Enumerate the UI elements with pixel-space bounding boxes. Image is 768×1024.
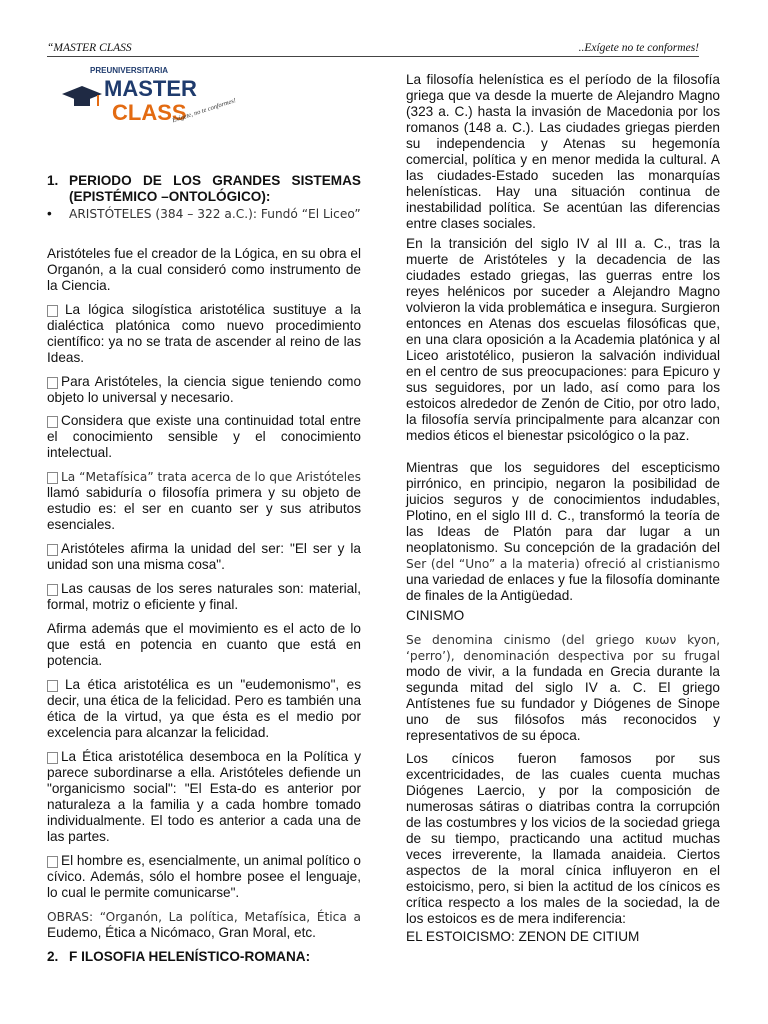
- paragraph-transicion: En la transición del siglo IV al III a. C., tras la muerte de Aristóteles y la decadencia de las ciudades estado griegas, las guerras entre los reyes helénicos por suceder a Alejandro Magno volvieron la vida problemática e insegura. Surgieron entonces en Atenas dos escuelas filosóficas que, en una clara oposición a la Academia platónica y al Liceo aristotélico, pusieron la salvación individual en el centro de sus preocupaciones: para Epicuro y sus seguidores, por un lado, así como para los estoicos alrededor de Zenón de Citio, por otro lado, la filosofía servía principalmente para alcanzar con medios éticos el bienestar psicológico o la paz.: [406, 236, 720, 443]
- paragraph-silogistica-text: La lógica silogística aristotélica sustituye a la dialéctica platónica como nuevo procedimiento científico: ya no se trata de ascender al reino de las Ideas.: [47, 302, 361, 365]
- checkbox-glyph-icon: [47, 472, 58, 484]
- heading-estoicismo: EL ESTOICISMO: ZENON DE CITIUM: [406, 929, 640, 944]
- bullet-mark: •: [47, 206, 52, 221]
- header-left: “MASTER CLASS: [47, 42, 132, 54]
- paragraph-cinismo-a: Se denomina cinismo (del griego κυων kyon, ‘perro’), denominación despectiva por su frugal: [406, 633, 720, 663]
- checkbox-glyph-icon: [47, 416, 58, 428]
- paragraph-obras: [47, 909, 361, 941]
- paragraph-metafisica-b: llamó sabiduría o filosofía primera y su objeto de estudio es: el ser en cuanto ser y sus atributos esenciales.: [47, 485, 361, 532]
- paragraph-unidad: [47, 541, 361, 573]
- section1-number: 1.: [47, 173, 59, 188]
- paragraph-logica: Aristóteles fue el creador de la Lógica, en su obra el Organón, a la cual consideró como instrumento de la Ciencia.: [47, 246, 361, 293]
- header-right: ..Exígete no te conformes!: [578, 42, 699, 54]
- master-class-logo: [60, 62, 237, 134]
- paragraph-causas-text: Las causas de los seres naturales son: material, formal, motriz o eficiente y final.: [47, 581, 361, 612]
- paragraph-cinismo-b: modo de vivir, a la fundada en Grecia durante la segunda mitad del siglo IV a. C. El griego Antístenes fue su fundador y Diógenes de Sinope uno de sus filósofos más reconocidos y representativos de su época.: [406, 664, 720, 743]
- logo-slogan: Exígete, no te conformes!: [171, 97, 237, 125]
- paragraph-escepticismo-c: una variedad de enlaces y fue la filosofía dominante de finales de la Antigüedad.: [406, 572, 720, 603]
- paragraph-politica-text: La Ética aristotélica desemboca en la Política y parece subordinarse a ella. Aristóteles defiende un "organicismo social": "El Esta-do es anterior por naturaleza a la familia y a cada hombre tomado individualmente. El todo es anterior a cada una de las partes.: [47, 749, 361, 844]
- paragraph-movimiento: Afirma además que el movimiento es el acto de lo que está en potencia en cuanto que está en potencia.: [47, 621, 361, 668]
- paragraph-hombre: [47, 853, 361, 901]
- paragraph-cinismo: [406, 632, 720, 744]
- logo-line2: CLASS: [112, 100, 187, 125]
- paragraph-continuidad-text: Considera que existe una continuidad total entre el conocimiento sensible y el conocimiento intelectual.: [47, 413, 361, 460]
- checkbox-glyph-icon: [47, 305, 58, 317]
- paragraph-causas: [47, 581, 361, 613]
- checkbox-glyph-icon: [47, 377, 58, 389]
- page-header: [47, 40, 699, 57]
- logo-line1: MASTER: [104, 76, 197, 101]
- checkbox-glyph-icon: [47, 752, 58, 764]
- heading-cinismo: CINISMO: [406, 608, 465, 623]
- paragraph-continuidad: [47, 413, 361, 461]
- paragraph-etica-text: La ética aristotélica es un "eudemonismo", es decir, una ética de la felicidad. Pero es también una ética de la virtud, ya que ésta es el medio por excelencia para alcanzar la felicidad.: [47, 677, 361, 740]
- section2-number: 2.: [47, 949, 59, 964]
- paragraph-helenistica: La filosofía helenística es el período de la filosofía griega que va desde la muerte de Alejandro Magno (323 a. C.) hasta la invasión de Macedonia por los romanos (148 a. C.). Las ciudades griegas pierden su independencia y Atenas su hegemonía comercial, política y en menor medida la cultural. A las ciudades-Estado suceden las monarquías helenísticas. Hay una situación continua de inestabilidad política. Se acentúan las diferencias entre clases sociales.: [406, 72, 720, 231]
- checkbox-glyph-icon: [47, 544, 58, 556]
- checkbox-glyph-icon: [47, 856, 58, 868]
- paragraph-silogistica: [47, 302, 361, 366]
- paragraph-ciencia-text: Para Aristóteles, la ciencia sigue teniendo como objeto lo universal y necesario.: [47, 374, 361, 405]
- section1-title: PERIODO DE LOS GRANDES SISTEMAS (EPISTÉMICO –ONTOLÓGICO):: [69, 173, 361, 204]
- paragraph-escepticismo-a: Mientras que los seguidores del escepticismo pirrónico, en principio, negaron la posibilidad de juicios seguros y de conocimientos indudables, Plotino, en el siglo III d. C., transformó la teoría de las Ideas de Platón para dar lugar a un neoplatonismo. Su concepción de la gradación del: [406, 460, 720, 555]
- paragraph-escepticismo-b: Ser (del “Uno” a la materia) ofreció al cristianismo: [406, 557, 720, 571]
- checkbox-glyph-icon: [47, 584, 58, 596]
- aristoteles-bullet: ARISTÓTELES (384 – 322 a.C.): Fundó “El Liceo”: [69, 207, 361, 221]
- logo-top-text: PREUNIVERSITARIA: [90, 66, 169, 75]
- paragraph-etica: [47, 677, 361, 741]
- paragraph-escepticismo: [406, 460, 720, 604]
- paragraph-metafisica-a: La “Metafísica” trata acerca de lo que Aristóteles: [61, 470, 361, 484]
- section2-title: F ILOSOFIA HELENÍSTICO-ROMANA:: [69, 949, 311, 964]
- paragraph-metafisica: [47, 469, 361, 533]
- paragraph-politica: [47, 749, 361, 845]
- checkbox-glyph-icon: [47, 680, 58, 692]
- logo-graphic: [60, 62, 237, 134]
- paragraph-hombre-text: El hombre es, esencialmente, un animal político o cívico. Además, sólo el hombre posee el lenguaje, lo cual le permite comunicarse".: [47, 853, 361, 900]
- paragraph-obras-a: OBRAS: “Organón, La política, Metafísica, Ética a: [47, 910, 361, 924]
- paragraph-obras-b: Eudemo, Ética a Nicómaco, Gran Moral, etc.: [47, 925, 316, 940]
- paragraph-ciencia: [47, 374, 361, 406]
- paragraph-cinicos: Los cínicos fueron famosos por sus excentricidades, de las cuales cuenta muchas Diógenes Laercio, y por la composición de numerosas sátiras o diatribas contra la corrupción de las costumbres y los vicios de la sociedad griega de su tiempo, practicando una actitud muchas veces irreverente, la llamada anaideia. Ciertos aspectos de la moral cínica influyeron en el estoicismo, pero, si bien la actitud de los cínicos es crítica respecto a los males de la sociedad, la de los estoicos es de mera indiferencia:: [406, 751, 720, 926]
- paragraph-unidad-text: Aristóteles afirma la unidad del ser: "El ser y la unidad son una misma cosa".: [47, 541, 361, 572]
